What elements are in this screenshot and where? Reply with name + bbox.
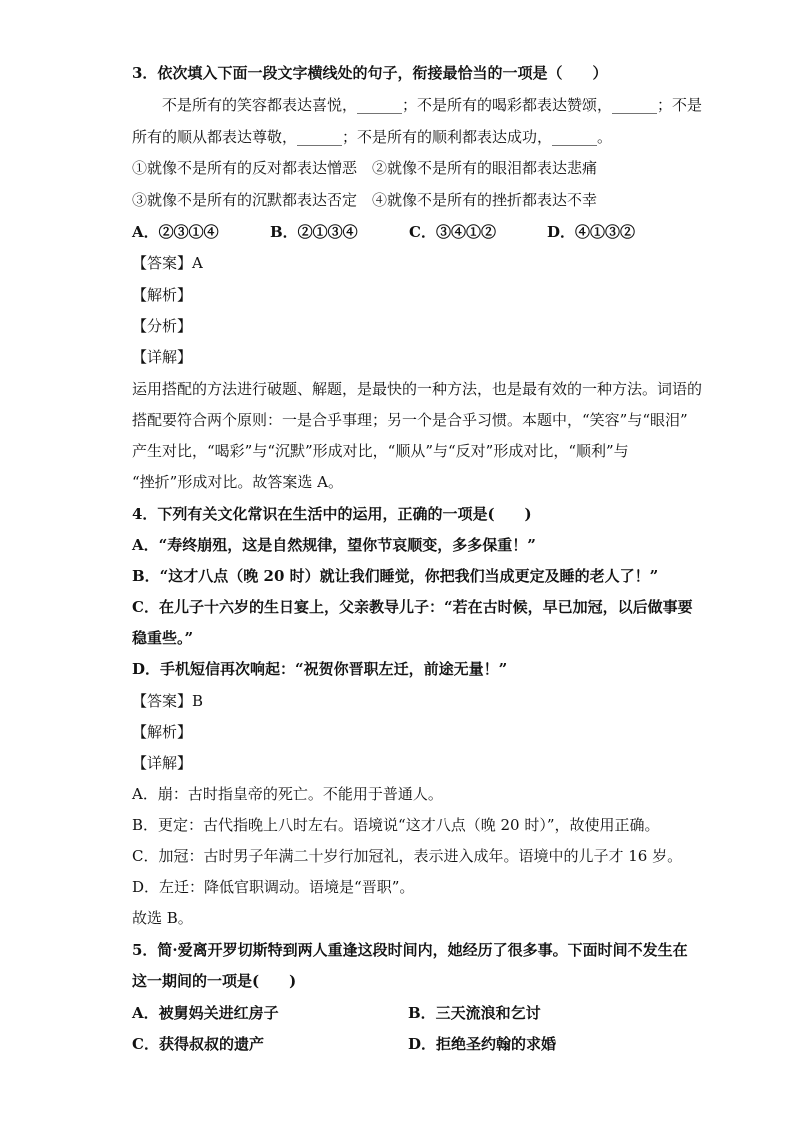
q5-option-c: C．获得叔叔的遗产: [132, 1035, 264, 1053]
q3-option-c: C．③④①②: [409, 223, 496, 241]
q4-option-d: D．手机短信再次响起：“祝贺你晋职左迁，前途无量！”: [132, 660, 508, 678]
q3-passage-line-1: 不是所有的笑容都表达喜悦，______；不是所有的喝彩都表达赞颂，______；不是: [162, 96, 703, 114]
q3-detail-line-1: 运用搭配的方法进行破题、解题，是最快的一种方法，也是最有效的一种方法。词语的: [132, 380, 703, 398]
q5-option-a: A．被舅妈关进红房子: [132, 1004, 279, 1022]
q3-passage-line-2: 所有的顺从都表达尊敬，______；不是所有的顺利都表达成功，______。: [132, 128, 613, 146]
q3-options: [132, 221, 662, 243]
q3-analysis-heading: 【解析】: [132, 286, 193, 304]
q5-option-d: D．拒绝圣约翰的求婚: [408, 1035, 557, 1053]
q5-stem-line-1: 5．简·爱离开罗切斯特到两人重逢这段时间内，她经历了很多事。下面时间不发生在: [132, 941, 688, 959]
q4-option-a: A．“寿终崩殂，这是自然规律，望你节哀顺变，多多保重！”: [132, 536, 536, 554]
q3-detail-line-3: 产生对比，“喝彩”与“沉默”形成对比，“顺从”与“反对”形成对比，“顺利”与: [132, 442, 629, 460]
q3-detail-heading: 【详解】: [132, 348, 193, 366]
q4-analysis-heading: 【解析】: [132, 723, 193, 741]
q3-answer: 【答案】A: [132, 254, 203, 272]
q4-explanation-c: C．加冠：古时男子年满二十岁行加冠礼，表示进入成年。语境中的儿子才 16 岁。: [132, 847, 683, 865]
q3-items-line-1: ①就像不是所有的反对都表达憎恶 ②就像不是所有的眼泪都表达悲痛: [132, 159, 598, 177]
q3-option-b: B．②①③④: [270, 223, 358, 241]
q3-stem: 3．依次填入下面一段文字横线处的句子，衔接最恰当的一项是（ ）: [132, 64, 608, 82]
q4-explanation-b: B．更定：古代指晚上八时左右。语境说“这才八点（晚 20 时）”，故使用正确。: [132, 816, 660, 834]
q3-fenxi-heading: 【分析】: [132, 317, 193, 335]
q5-option-b: B．三天流浪和乞讨: [408, 1004, 541, 1022]
q3-items-line-2: ③就像不是所有的沉默都表达否定 ④就像不是所有的挫折都表达不幸: [132, 191, 598, 209]
q4-answer: 【答案】B: [132, 692, 204, 710]
q3-detail-line-4: “挫折”形成对比。故答案选 A。: [132, 473, 343, 491]
q4-explanation-a: A．崩：古时指皇帝的死亡。不能用于普通人。: [132, 785, 443, 803]
q4-stem: 4．下列有关文化常识在生活中的运用，正确的一项是( ): [132, 505, 532, 523]
q3-detail-line-2: 搭配要符合两个原则：一是合乎事理；另一个是合乎习惯。本题中，“笑容”与“眼泪”: [132, 411, 688, 429]
q4-detail-heading: 【详解】: [132, 754, 193, 772]
q3-option-d: D．④①③②: [547, 223, 636, 241]
q5-stem-line-2: 这一期间的一项是( ): [132, 972, 297, 990]
q4-conclusion: 故选 B。: [132, 909, 193, 927]
q4-explanation-d: D．左迁：降低官职调动。语境是“晋职”。: [132, 878, 415, 896]
q4-option-c-line-1: C．在儿子十六岁的生日宴上，父亲教导儿子：“若在古时候，早已加冠，以后做事要: [132, 598, 693, 616]
q4-option-b: B．“这才八点（晚 20 时）就让我们睡觉，你把我们当成更定及睡的老人了！”: [132, 567, 659, 585]
q4-option-c-line-2: 稳重些。”: [132, 629, 194, 647]
q3-option-a: A．②③①④: [132, 223, 219, 241]
